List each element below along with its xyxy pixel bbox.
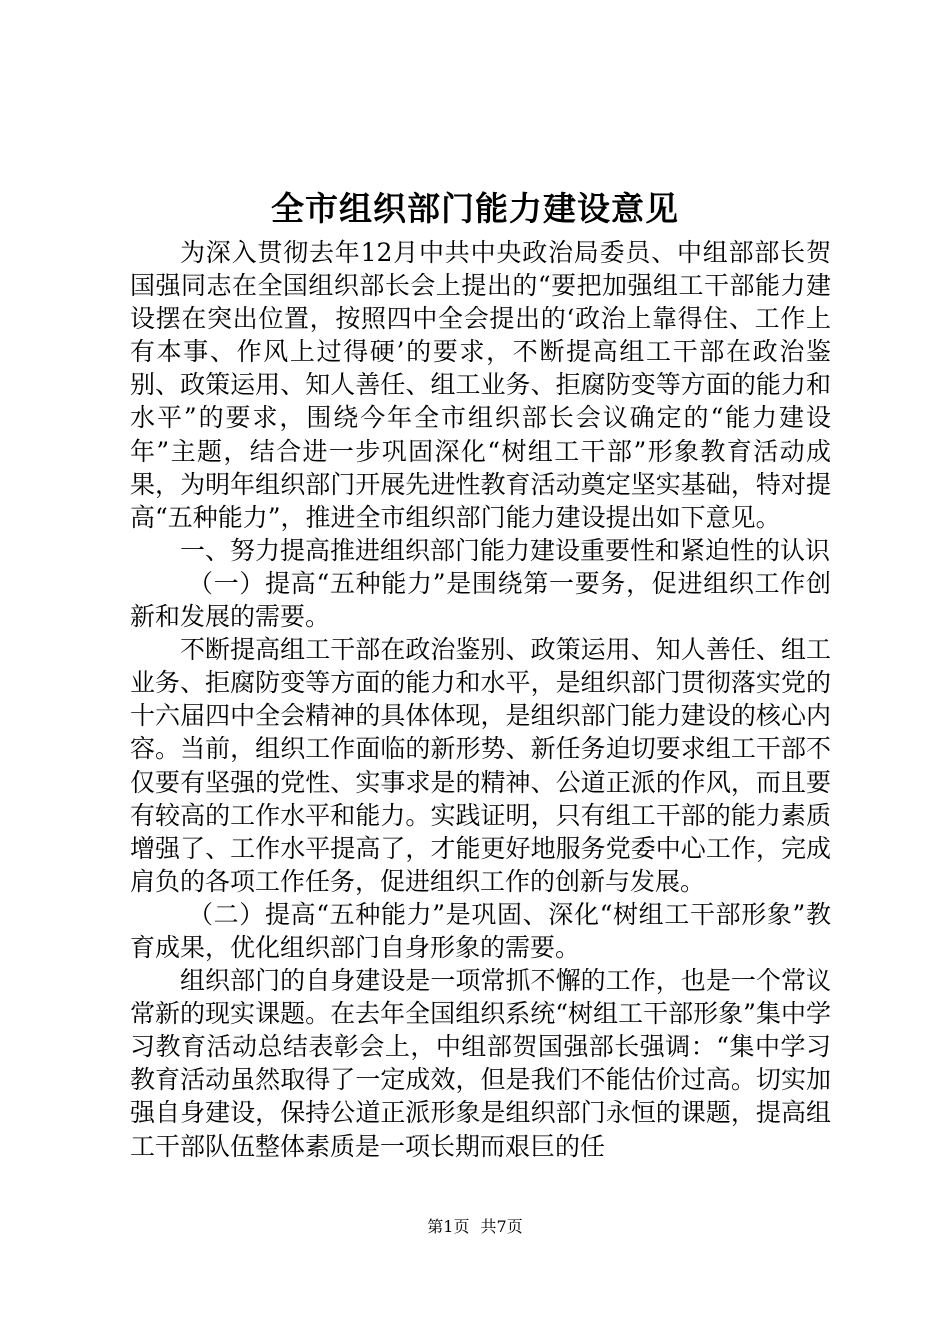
page-total: 共7页 xyxy=(480,1217,523,1236)
subsection-heading-2: （二）提高“五种能力”是巩固、深化“树组工干部形象”教育成果，优化组织部门自身形象的需要。 xyxy=(130,899,831,962)
document-body xyxy=(130,236,831,1163)
page-number: 第1页 xyxy=(427,1217,470,1236)
document-title: 全市组织部门能力建设意见 xyxy=(271,189,679,228)
section-heading-1: 一、努力提高推进组织部门能力建设重要性和紧迫性的认识 xyxy=(180,535,831,565)
page-footer xyxy=(0,1216,950,1238)
body-paragraph-1: 不断提高组工干部在政治鉴别、政策运用、知人善任、组工业务、拒腐防变等方面的能力和水平，是组织部门贯彻落实党的十六届四中全会精神的具体体现，是组织部门能力建设的核心内容。当前，组织工作面临的新形势、新任务迫切要求组工干部不仅要有坚强的党性、实事求是的精神、公道正派的作风，而且要有较高的工作水平和能力。实践证明，只有组工干部的能力素质增强了、工作水平提高了，才能更好地服务党委中心工作，完成肩负的各项工作任务，促进组织工作的创新与发展。 xyxy=(130,635,831,896)
intro-paragraph: 为深入贯彻去年12月中共中央政治局委员、中组部部长贺国强同志在全国组织部长会上提出的“要把加强组工干部能力建设摆在突出位置，按照四中全会提出的‘政治上靠得住、工作上有本事、作风上过得硬’的要求，不断提高组工干部在政治鉴别、政策运用、知人善任、组工业务、拒腐防变等方面的能力和水平”的要求，围绕今年全市组织部长会议确定的“能力建设年”主题，结合进一步巩固深化“树组工干部”形象教育活动成果，为明年组织部门开展先进性教育活动奠定坚实基础，特对提高“五种能力”，推进全市组织部门能力建设提出如下意见。 xyxy=(130,238,831,532)
body-paragraph-2: 组织部门的自身建设是一项常抓不懈的工作，也是一个常议常新的现实课题。在去年全国组织系统“树组工干部形象”集中学习教育活动总结表彰会上，中组部贺国强部长强调：“集中学习教育活动虽然取得了一定成效，但是我们不能估价过高。切实加强自身建设，保持公道正派形象是组织部门永恒的课题，提高组工干部队伍整体素质是一项长期而艰巨的任 xyxy=(130,966,831,1161)
subsection-heading-1: （一）提高“五种能力”是围绕第一要务，促进组织工作创新和发展的需要。 xyxy=(130,568,831,632)
